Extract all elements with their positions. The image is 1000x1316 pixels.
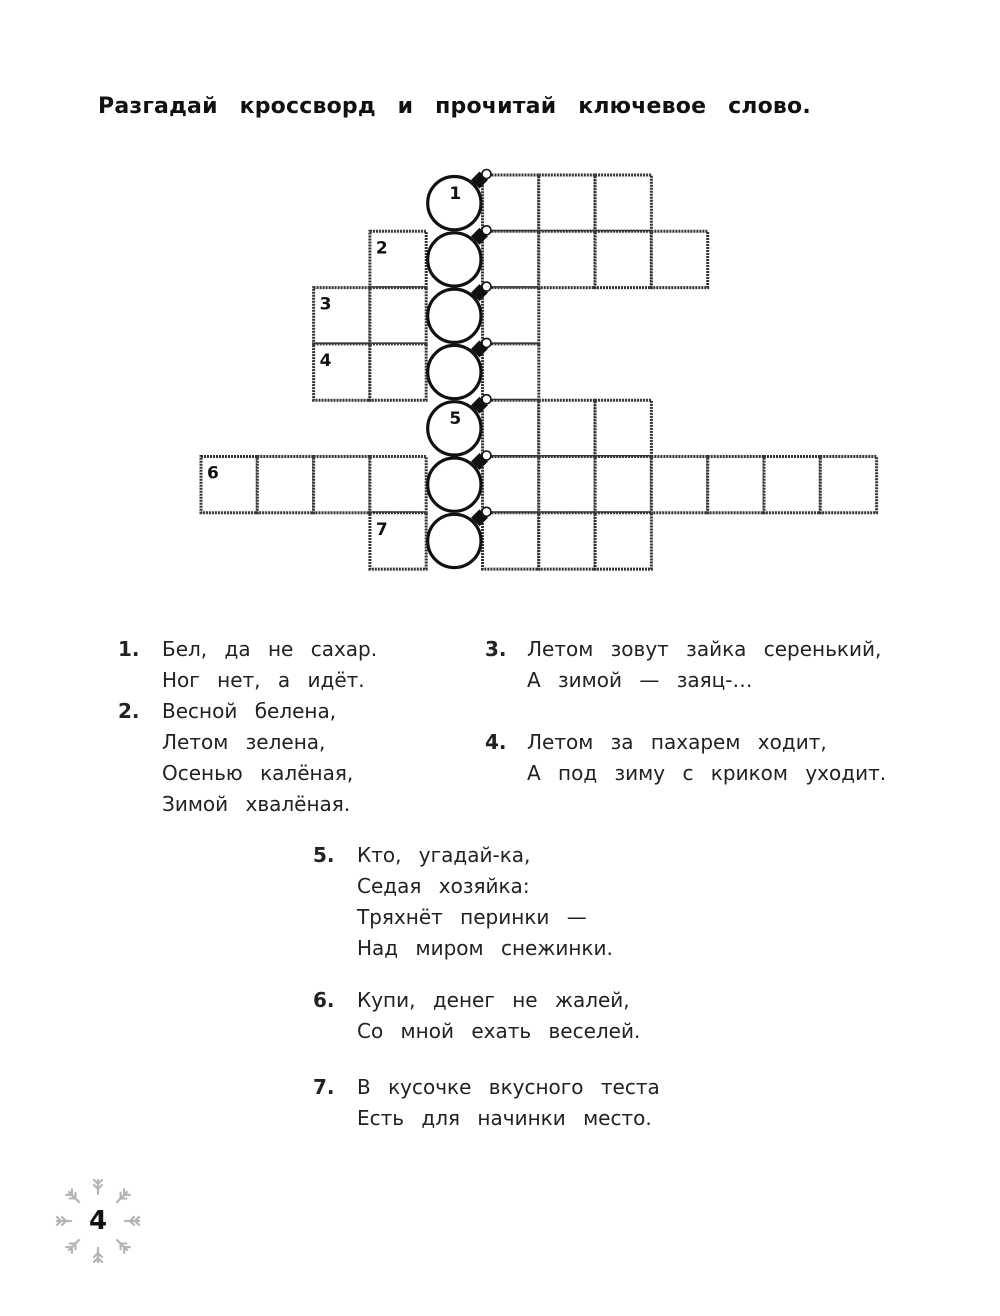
crossword-cell[interactable] — [595, 457, 651, 513]
crossword-cell[interactable] — [539, 400, 595, 456]
page-title: Разгадай кроссворд и прочитай ключевое слово. — [98, 94, 811, 119]
crossword-cell[interactable] — [820, 457, 876, 513]
ornament-loop — [482, 282, 491, 291]
crossword-cell[interactable] — [595, 175, 651, 231]
crossword-key-cell[interactable] — [428, 345, 481, 398]
crossword-cell[interactable] — [370, 457, 426, 513]
clue-line: Бел, да не сахар. — [162, 637, 378, 661]
clue-number: 5. — [313, 843, 335, 867]
crossword-cell[interactable] — [370, 288, 426, 344]
crossword-number-7: 7 — [375, 519, 388, 540]
clue-number: 7. — [313, 1075, 335, 1099]
clue-number: 1. — [118, 637, 140, 661]
crossword-number-4: 4 — [319, 350, 332, 371]
clue-line: Купи, денег не жалей, — [357, 988, 630, 1012]
clue-line: А под зиму с криком уходит. — [527, 761, 887, 785]
crossword-cell[interactable] — [764, 457, 820, 513]
ornament-loop — [482, 170, 491, 179]
crossword-cell[interactable] — [595, 513, 651, 569]
clue-number: 4. — [485, 730, 507, 754]
crossword-cell[interactable] — [539, 513, 595, 569]
clue-line: А зимой — заяц-… — [527, 668, 753, 692]
clue-number: 2. — [118, 699, 140, 723]
crossword-number-6: 6 — [207, 463, 219, 484]
ornament-loop — [482, 451, 491, 460]
clue-line: Есть для начинки место. — [357, 1106, 652, 1130]
clue-line: Кто, угадай-ка, — [357, 843, 531, 867]
crossword-cell[interactable] — [483, 344, 539, 400]
clue-line: Весной белена, — [162, 699, 337, 723]
ornament-loop — [482, 395, 491, 404]
clue-line: Летом за пахарем ходит, — [527, 730, 827, 754]
clue-line: Седая хозяйка: — [357, 874, 530, 898]
page-number: 4 — [88, 1206, 108, 1236]
crossword-cell[interactable] — [257, 457, 313, 513]
crossword-cell[interactable] — [539, 175, 595, 231]
clue-line: Ног нет, а идёт. — [162, 668, 365, 692]
clue-line: Летом зелена, — [162, 730, 326, 754]
clue-line: Зимой хвалёная. — [162, 792, 351, 816]
crossword-cell[interactable] — [595, 400, 651, 456]
crossword-cell[interactable] — [708, 457, 764, 513]
clue-line: Над миром снежинки. — [357, 936, 613, 960]
crossword-cell[interactable] — [370, 344, 426, 400]
crossword-number-3: 3 — [319, 294, 332, 315]
ornament-loop — [482, 507, 491, 516]
crossword-cell[interactable] — [483, 513, 539, 569]
crossword-number-5: 5 — [449, 409, 462, 430]
clue-number: 3. — [485, 637, 507, 661]
crossword-grid — [0, 0, 1000, 620]
crossword-cell[interactable] — [314, 457, 370, 513]
crossword-cell[interactable] — [483, 457, 539, 513]
crossword-key-cell[interactable] — [428, 458, 481, 511]
page-number-badge — [53, 1176, 143, 1266]
crossword-cell[interactable] — [539, 231, 595, 287]
crossword-cell[interactable] — [651, 457, 707, 513]
clue-line: В кусочке вкусного теста — [357, 1075, 660, 1099]
crossword-number-1: 1 — [449, 184, 462, 204]
crossword-cell[interactable] — [483, 288, 539, 344]
crossword-key-cell[interactable] — [428, 514, 481, 567]
ornament-loop — [482, 338, 491, 347]
crossword-key-cell[interactable] — [428, 289, 481, 342]
clue-line: Тряхнёт перинки — — [357, 905, 587, 929]
crossword-cell[interactable] — [483, 400, 539, 456]
crossword-cell[interactable] — [651, 231, 707, 287]
clue-line: Осенью калёная, — [162, 761, 354, 785]
crossword-cell[interactable] — [539, 457, 595, 513]
crossword-cell[interactable] — [595, 231, 651, 287]
clue-line: Летом зовут зайка серенький, — [527, 637, 882, 661]
crossword-key-cell[interactable] — [428, 233, 481, 286]
clue-number: 6. — [313, 988, 335, 1012]
crossword-number-2: 2 — [375, 238, 388, 259]
crossword-cell[interactable] — [483, 175, 539, 231]
crossword-cell[interactable] — [483, 231, 539, 287]
ornament-loop — [482, 226, 491, 235]
clue-line: Со мной ехать веселей. — [357, 1019, 641, 1043]
